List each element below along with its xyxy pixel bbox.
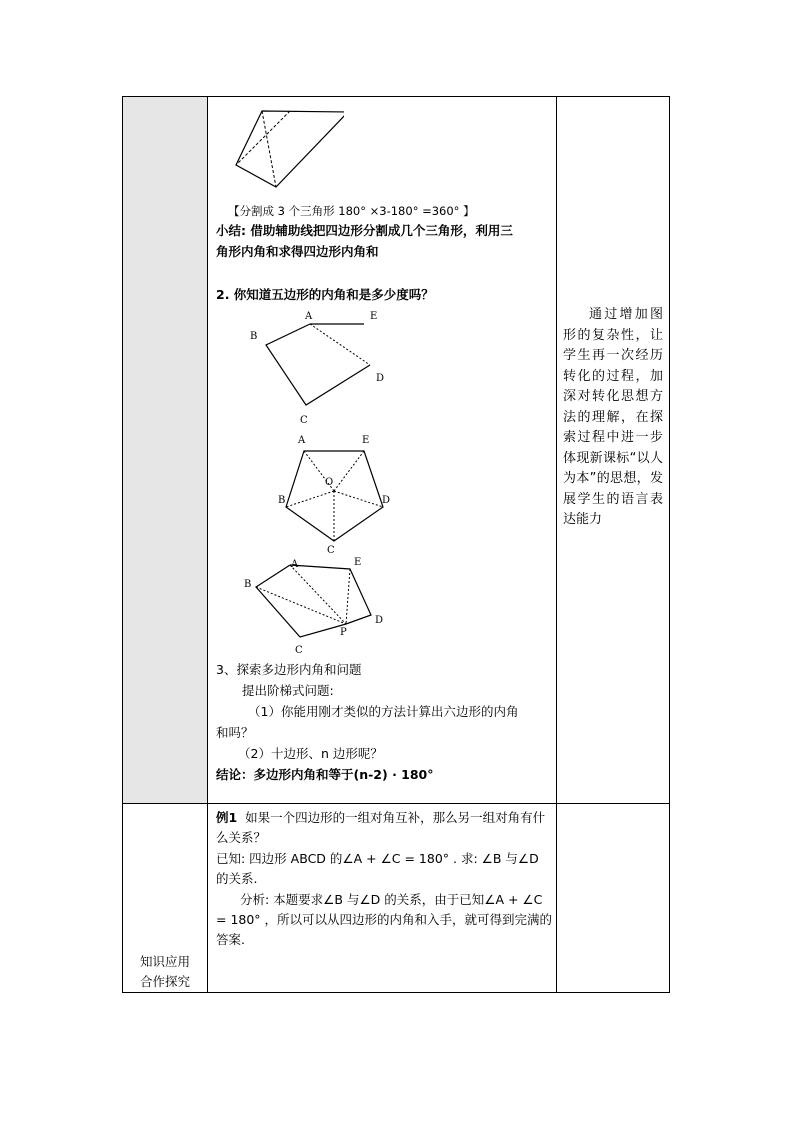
given-text: 已知: 四边形 ABCD 的∠A + ∠C = 180° . 求: ∠B 与∠D 的关系. bbox=[216, 851, 539, 886]
table-row bbox=[123, 804, 670, 993]
label-a: A bbox=[291, 559, 299, 570]
lesson-table bbox=[122, 96, 670, 993]
conclusion: 结论：多边形内角和等于(n-2) · 180° bbox=[216, 767, 434, 782]
label-e: E bbox=[354, 557, 362, 568]
label-b: B bbox=[244, 579, 252, 590]
analysis-text: 分析: 本题要求∠B 与∠D 的关系，由于已知∠A + ∠C = 180° ，所以可以从四边形的内角和入手，就可得到完满的答案. bbox=[216, 892, 553, 947]
table-row bbox=[123, 97, 670, 804]
label-p: P bbox=[340, 627, 347, 638]
stage-cell bbox=[123, 97, 208, 804]
empty-cell bbox=[557, 804, 670, 993]
label-d: D bbox=[382, 495, 391, 506]
summary-line1: 小结: 借助辅助线把四边形分割成几个三角形，利用三 bbox=[216, 223, 513, 238]
label-d: D bbox=[375, 615, 384, 626]
stage-label-line1: 知识应用 bbox=[139, 954, 190, 969]
label-b: B bbox=[278, 495, 286, 506]
split-note: 【分割成 3 个三角形 180° ×3-180° =360° 】 bbox=[228, 204, 475, 218]
label-c: C bbox=[300, 415, 308, 426]
content-cell bbox=[208, 97, 557, 804]
example-1 bbox=[216, 808, 554, 848]
pentagon-figure-2 bbox=[278, 429, 418, 554]
example-title: 例1 bbox=[216, 810, 238, 825]
pentagon-figure-3 bbox=[236, 557, 406, 657]
label-o: O bbox=[325, 477, 334, 488]
stage-cell-2 bbox=[123, 804, 208, 993]
stage-label-line2: 合作探究 bbox=[139, 974, 190, 989]
question-3-sub: 提出阶梯式问题: bbox=[242, 683, 334, 698]
pentagon-figure-1 bbox=[238, 307, 398, 427]
question-3-item1-line2: 和吗？ bbox=[216, 725, 254, 740]
label-e: E bbox=[362, 435, 370, 446]
summary-line2: 角形内角和求得四边形内角和 bbox=[216, 244, 379, 259]
label-a: A bbox=[298, 435, 306, 446]
quadrilateral-figure bbox=[234, 109, 344, 199]
label-c: C bbox=[327, 545, 335, 554]
design-intent-cell bbox=[557, 97, 670, 804]
question-2: 2. 你知道五边形的内角和是多少度吗？ bbox=[216, 287, 434, 302]
label-d: D bbox=[376, 373, 385, 384]
question-3-item2: （2）十边形、n 边形呢？ bbox=[238, 746, 383, 761]
question-3-item1-line1: （1）你能用刚才类似的方法计算出六边形的内角 bbox=[248, 704, 519, 719]
label-c: C bbox=[295, 645, 303, 656]
example-cell bbox=[208, 804, 557, 993]
label-e: E bbox=[370, 311, 378, 322]
example-text: 如果一个四边形的一组对角互补，那么另一组对角有什么关系？ bbox=[216, 810, 546, 845]
label-a: A bbox=[305, 311, 313, 322]
label-b: B bbox=[250, 331, 258, 342]
design-note: 通过增加图形的复杂性，让学生再一次经历转化的过程，加深对转化思想方法的理解，在探索过程中进一步体现新课标“以人为本”的思想，发展学生的语言表达能力 bbox=[563, 307, 663, 527]
question-3-title: 3、探索多边形内角和问题 bbox=[216, 662, 362, 677]
